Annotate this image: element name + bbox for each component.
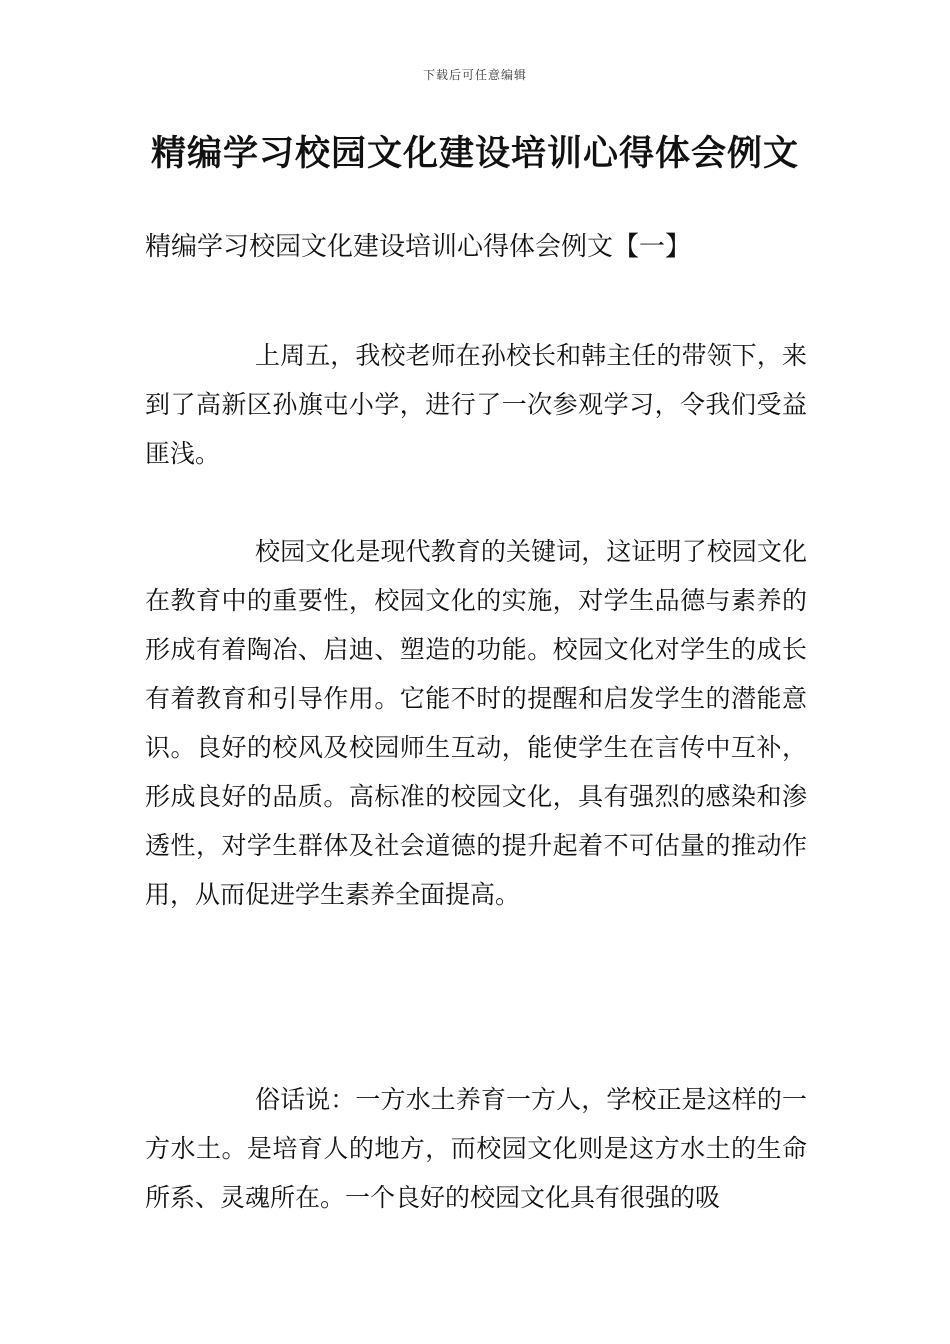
header-note: 下载后可任意编辑 <box>422 68 527 82</box>
paragraph-2: 校园文化是现代教育的关键词，这证明了校园文化在教育中的重要性，校园文化的实施，对学生品德与素养的形成有着陶冶、启迪、塑造的功能。校园文化对学生的成长有着教育和引导作用。它能不时的提醒和启发学生的潜能意识。良好的校风及校园师生互动，能使学生在言传中互补，形成良好的品质。高标准的校园文化，具有强烈的感染和渗透性，对学生群体及社会道德的提升起着不可估量的推动作用，从而促进学生素养全面提高。 <box>145 537 807 909</box>
paragraph-1: 上周五，我校老师在孙校长和韩主任的带领下，来到了高新区孙旗屯小学，进行了一次参观学习，令我们受益匪浅。 <box>145 341 807 468</box>
section-title: 精编学习校园文化建设培训心得体会例文【一】 <box>145 232 692 262</box>
paragraph-3: 俗话说：一方水土养育一方人，学校正是这样的一方水土。是培育人的地方，而校园文化则是这方水土的生命所系、灵魂所在。一个良好的校园文化具有很强的吸 <box>145 1085 807 1212</box>
document-title: 精编学习校园文化建设培训心得体会例文 <box>150 133 799 174</box>
